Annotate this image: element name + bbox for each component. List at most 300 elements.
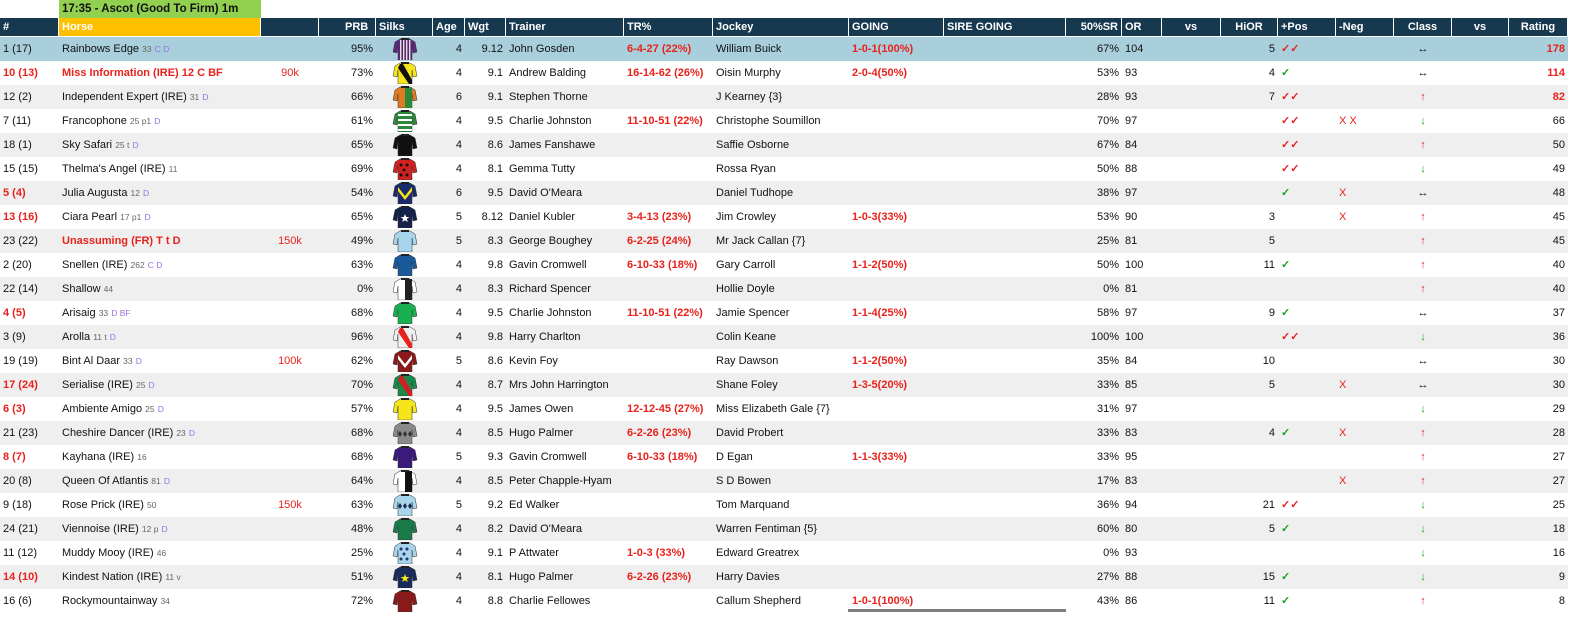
jockey-name[interactable]: Mr Jack Callan {7} <box>716 235 806 247</box>
sr50-value: 17% <box>1096 475 1119 487</box>
price-note <box>261 205 319 229</box>
horse-cell[interactable] <box>59 541 261 565</box>
hior-value <box>1221 325 1278 349</box>
jockey-name[interactable]: Edward Greatrex <box>716 547 800 559</box>
trainer-name[interactable]: James Owen <box>509 403 574 415</box>
col-num-header[interactable]: # <box>0 18 59 36</box>
prb-value: 57% <box>350 403 373 415</box>
horse-cell[interactable] <box>59 397 261 421</box>
trainer-name[interactable]: David O'Meara <box>509 523 583 535</box>
horse-cell[interactable] <box>59 205 261 229</box>
runner-number: 20 (8) <box>3 475 32 487</box>
or-value: 90 <box>1125 211 1138 223</box>
pos-ticks <box>1278 349 1336 373</box>
col-trpct-header[interactable]: TR% <box>624 18 713 36</box>
or-value: 93 <box>1125 547 1138 559</box>
class-up-arrow-icon: ↑ <box>1420 211 1426 223</box>
jockey-name[interactable]: Oisin Murphy <box>716 67 781 79</box>
sire-going <box>944 61 1066 85</box>
going-record <box>849 397 944 421</box>
price-note <box>261 589 319 613</box>
runner-row[interactable] <box>0 181 1568 205</box>
runner-number: 17 (24) <box>3 379 38 391</box>
or-value: 86 <box>1125 595 1138 607</box>
horse-superscript: 262 <box>130 260 145 270</box>
runner-number: 7 (11) <box>3 115 31 127</box>
hior-value: 15 <box>1262 571 1275 583</box>
col-rating-header[interactable]: Rating <box>1509 18 1568 36</box>
col-silks-header[interactable]: Silks <box>376 18 433 36</box>
trainer-name[interactable]: Stephen Thorne <box>509 91 588 103</box>
trainer-name[interactable]: Gavin Cromwell <box>509 451 587 463</box>
prb-value: 54% <box>350 187 373 199</box>
hior-value: 7 <box>1268 91 1275 103</box>
jockey-name[interactable]: S D Bowen <box>716 475 772 487</box>
vs2-value <box>1452 61 1509 85</box>
runner-row[interactable] <box>0 205 1568 229</box>
price-note <box>261 517 319 541</box>
trainer-name[interactable]: David O'Meara <box>509 187 583 199</box>
horse-tags: D <box>148 380 155 390</box>
trainer-name[interactable]: Gemma Tutty <box>509 163 576 175</box>
sire-going <box>944 253 1066 277</box>
horse-superscript: 11 t <box>93 332 107 342</box>
runner-row[interactable] <box>0 253 1568 277</box>
horse-name: Shallow <box>62 283 101 295</box>
or-value: 88 <box>1125 571 1138 583</box>
age-value: 4 <box>455 571 462 583</box>
horse-superscript: 34 <box>160 596 170 606</box>
col-going-header[interactable]: GOING <box>849 18 944 36</box>
age-value: 4 <box>455 283 462 295</box>
sr50-value: 67% <box>1096 139 1119 151</box>
rating-value: 18 <box>1552 523 1565 535</box>
trainer-pct <box>624 349 713 373</box>
col-horse-header[interactable]: Horse <box>59 18 261 36</box>
horse-cell[interactable] <box>59 133 261 157</box>
age-value: 4 <box>455 331 462 343</box>
trainer-pct <box>624 181 713 205</box>
price-note <box>261 565 319 589</box>
horse-cell[interactable] <box>59 37 261 61</box>
jockey-name[interactable]: Gary Carroll <box>716 259 776 271</box>
jockey-name[interactable]: Rossa Ryan <box>716 163 776 175</box>
price-note <box>261 157 319 181</box>
horse-cell[interactable] <box>59 181 261 205</box>
hior-value: 3 <box>1268 211 1275 223</box>
price-note <box>261 37 319 61</box>
prb-value: 69% <box>350 163 373 175</box>
jockey-name[interactable]: Christophe Soumillon <box>716 115 821 127</box>
weight-value: 8.3 <box>487 235 503 247</box>
prb-value: 68% <box>350 451 373 463</box>
neg-marks <box>1336 325 1394 349</box>
jockey-name[interactable]: Daniel Tudhope <box>716 187 794 199</box>
jockey-silks-icon <box>392 206 418 228</box>
going-record <box>849 565 944 589</box>
col-prb-header[interactable]: PRB <box>319 18 376 36</box>
weight-value: 9.5 <box>487 187 503 199</box>
runner-row[interactable] <box>0 397 1568 421</box>
going-record: 1-1-3(33%) <box>852 451 908 463</box>
vs1-value <box>1162 301 1221 325</box>
class-up-arrow-icon: ↑ <box>1420 595 1426 607</box>
horse-superscript: 31 <box>189 92 200 102</box>
price-note <box>261 109 319 133</box>
trainer-name[interactable]: Ed Walker <box>509 499 560 511</box>
weight-value: 9.8 <box>487 331 503 343</box>
runner-row[interactable] <box>0 61 1568 85</box>
trainer-pct <box>624 85 713 109</box>
prb-value: 65% <box>350 211 373 223</box>
header-row <box>0 18 1568 36</box>
silks-cell <box>376 109 433 133</box>
prb-value: 0% <box>357 283 373 295</box>
jockey-name[interactable]: Shane Foley <box>716 379 778 391</box>
col-sire-going-header[interactable]: SIRE GOING <box>944 18 1066 36</box>
rating-value: 40 <box>1552 259 1565 271</box>
jockey-name[interactable]: Ray Dawson <box>716 355 779 367</box>
silks-cell <box>376 325 433 349</box>
runner-number: 21 (23) <box>3 427 38 439</box>
vs2-value <box>1452 397 1509 421</box>
age-value: 4 <box>455 427 462 439</box>
neg-marks: X <box>1339 211 1347 223</box>
col-hior-header[interactable]: HiOR <box>1221 18 1278 36</box>
jockey-silks-icon <box>392 590 418 612</box>
trainer-name[interactable]: Hugo Palmer <box>509 427 574 439</box>
silks-cell <box>376 397 433 421</box>
prb-value: 70% <box>350 379 373 391</box>
class-up-arrow-icon: ↑ <box>1420 427 1426 439</box>
col-vs1-header[interactable]: vs <box>1162 18 1221 36</box>
going-record <box>849 421 944 445</box>
jockey-name[interactable]: Jim Crowley <box>716 211 776 223</box>
trainer-name[interactable]: John Gosden <box>509 43 575 55</box>
sire-going <box>944 277 1066 301</box>
col-jockey-header[interactable]: Jockey <box>713 18 849 36</box>
vs1-value <box>1162 37 1221 61</box>
runner-row[interactable] <box>0 109 1568 133</box>
weight-value: 8.6 <box>487 139 503 151</box>
trainer-name[interactable]: James Fanshawe <box>509 139 596 151</box>
rating-value: 40 <box>1552 283 1565 295</box>
prb-value: 61% <box>350 115 373 127</box>
weight-value: 8.5 <box>487 475 503 487</box>
col-neg-header[interactable]: -Neg <box>1336 18 1394 36</box>
horse-cell[interactable] <box>59 85 261 109</box>
horse-cell[interactable] <box>59 301 261 325</box>
prb-value: 96% <box>350 331 373 343</box>
vs2-value <box>1452 181 1509 205</box>
jockey-name[interactable]: Harry Davies <box>716 571 780 583</box>
runner-number: 15 (15) <box>3 163 38 175</box>
horse-name: Viennoise (IRE) <box>62 523 139 535</box>
age-value: 6 <box>455 187 462 199</box>
jockey-name[interactable]: Callum Shepherd <box>716 595 801 607</box>
price-note <box>261 301 319 325</box>
horse-cell[interactable] <box>59 589 261 613</box>
runner-row[interactable] <box>0 301 1568 325</box>
sr50-value: 58% <box>1096 307 1119 319</box>
runner-row[interactable] <box>0 325 1568 349</box>
going-record: 1-1-2(50%) <box>852 259 908 271</box>
runner-row[interactable] <box>0 229 1568 253</box>
jockey-name[interactable]: Saffie Osborne <box>716 139 790 151</box>
rating-value: 178 <box>1546 43 1565 55</box>
pos-ticks <box>1278 541 1336 565</box>
rating-value: 114 <box>1547 67 1565 79</box>
horse-tags: D <box>188 428 195 438</box>
prb-value: 49% <box>350 235 373 247</box>
jockey-name[interactable]: William Buick <box>716 43 782 55</box>
neg-marks <box>1336 229 1394 253</box>
prb-value: 66% <box>350 91 373 103</box>
vs2-value <box>1452 133 1509 157</box>
pos-ticks: ✓✓ <box>1281 331 1300 343</box>
sire-going <box>944 229 1066 253</box>
class-same-arrow-icon: ↔ <box>1417 43 1429 55</box>
vs2-value <box>1452 373 1509 397</box>
runner-row[interactable] <box>0 589 1568 613</box>
runner-number: 5 (4) <box>3 187 26 199</box>
runner-row[interactable] <box>0 37 1568 61</box>
rating-value: 27 <box>1552 475 1565 487</box>
horse-cell[interactable] <box>59 253 261 277</box>
runner-row[interactable] <box>0 421 1568 445</box>
pos-ticks: ✓✓ <box>1281 91 1300 103</box>
runner-row[interactable] <box>0 469 1568 493</box>
vs1-value <box>1162 109 1221 133</box>
going-record: 1-0-1(100%) <box>852 595 914 607</box>
age-value: 4 <box>455 403 462 415</box>
col-pos-header[interactable]: +Pos <box>1278 18 1336 36</box>
horse-cell[interactable] <box>59 277 261 301</box>
runner-number: 1 (17) <box>3 43 32 55</box>
runner-row[interactable] <box>0 445 1568 469</box>
runner-row[interactable] <box>0 157 1568 181</box>
vs2-value <box>1452 205 1509 229</box>
trainer-name[interactable]: Kevin Foy <box>509 355 558 367</box>
age-value: 5 <box>455 211 462 223</box>
jockey-name[interactable]: David Probert <box>716 427 784 439</box>
trainer-name[interactable]: Harry Charlton <box>509 331 581 343</box>
horse-name: Ciara Pearl <box>62 211 118 223</box>
horse-name: Unassuming (FR) <box>62 235 154 247</box>
jockey-name[interactable]: Miss Elizabeth Gale {7} <box>716 403 830 415</box>
sr50-value: 53% <box>1096 211 1119 223</box>
age-value: 4 <box>455 379 462 391</box>
age-value: 4 <box>455 163 462 175</box>
horse-cell[interactable] <box>59 421 261 445</box>
vs2-value <box>1452 469 1509 493</box>
vs1-value <box>1162 181 1221 205</box>
neg-marks <box>1336 541 1394 565</box>
sire-going <box>944 445 1066 469</box>
jockey-name[interactable]: Tom Marquand <box>716 499 790 511</box>
sr50-value: 38% <box>1096 187 1119 199</box>
horse-superscript: 33 <box>142 44 152 54</box>
vs1-value <box>1162 61 1221 85</box>
prb-value: 62% <box>350 355 373 367</box>
runner-row[interactable] <box>0 565 1568 589</box>
age-value: 4 <box>455 67 462 79</box>
price-note: 90k <box>281 67 299 79</box>
class-same-arrow-icon: ↔ <box>1417 307 1429 319</box>
hior-value <box>1221 157 1278 181</box>
sr50-value: 36% <box>1096 499 1119 511</box>
age-value: 4 <box>455 259 462 271</box>
class-down-arrow-icon: ↓ <box>1420 523 1426 535</box>
going-record: 2-0-4(50%) <box>852 67 908 79</box>
runner-number: 11 (12) <box>3 547 38 559</box>
sire-going <box>944 325 1066 349</box>
horse-cell[interactable] <box>59 157 261 181</box>
horse-cell[interactable] <box>59 349 261 373</box>
prb-value: 25% <box>350 547 373 559</box>
pos-ticks: ✓ <box>1281 427 1291 439</box>
col-vs2-header[interactable]: vs <box>1452 18 1509 36</box>
col-wgt-header[interactable]: Wgt <box>465 18 506 36</box>
trainer-name[interactable]: George Boughey <box>509 235 593 247</box>
trainer-name[interactable]: P Attwater <box>509 547 559 559</box>
jockey-name[interactable]: Hollie Doyle <box>716 283 775 295</box>
hior-value: 5 <box>1268 523 1275 535</box>
race-title-row <box>0 0 1568 18</box>
col-sr50-header[interactable]: 50%SR <box>1066 18 1122 36</box>
jockey-silks-icon <box>392 446 418 468</box>
going-record <box>849 85 944 109</box>
jockey-name[interactable]: Warren Fentiman {5} <box>716 523 818 535</box>
class-down-arrow-icon: ↓ <box>1420 403 1426 415</box>
age-value: 4 <box>455 595 462 607</box>
trainer-name[interactable]: Mrs John Harrington <box>509 379 609 391</box>
age-value: 6 <box>455 91 462 103</box>
sire-going <box>944 109 1066 133</box>
runner-number: 16 (6) <box>3 595 32 607</box>
going-record <box>849 325 944 349</box>
sr50-value: 50% <box>1096 259 1119 271</box>
jockey-name[interactable]: D Egan <box>716 451 753 463</box>
sr50-value: 0% <box>1103 283 1119 295</box>
runner-row[interactable] <box>0 493 1568 517</box>
vs2-value <box>1452 565 1509 589</box>
horse-cell[interactable] <box>59 469 261 493</box>
horse-cell[interactable] <box>59 493 261 517</box>
sire-going <box>944 565 1066 589</box>
runner-row[interactable] <box>0 277 1568 301</box>
runner-number: 22 (14) <box>3 283 38 295</box>
runner-row[interactable] <box>0 541 1568 565</box>
class-up-arrow-icon: ↑ <box>1420 235 1426 247</box>
col-side-header <box>261 18 319 36</box>
weight-value: 9.1 <box>487 67 503 79</box>
col-class-header[interactable]: Class <box>1394 18 1452 36</box>
sire-going <box>944 301 1066 325</box>
trainer-name[interactable]: Charlie Johnston <box>509 115 592 127</box>
or-value: 83 <box>1125 475 1138 487</box>
col-or-header[interactable]: OR <box>1122 18 1162 36</box>
rating-value: 45 <box>1552 235 1565 247</box>
pos-ticks: ✓ <box>1281 571 1291 583</box>
price-note: 150k <box>278 235 302 247</box>
rating-value: 36 <box>1552 331 1565 343</box>
col-trainer-header[interactable]: Trainer <box>506 18 624 36</box>
weight-value: 9.5 <box>487 403 503 415</box>
runner-row[interactable] <box>0 349 1568 373</box>
trainer-name[interactable]: Andrew Balding <box>509 67 587 79</box>
jockey-name[interactable]: J Kearney {3} <box>716 91 783 103</box>
col-age-header[interactable]: Age <box>433 18 465 36</box>
horse-cell[interactable] <box>59 517 261 541</box>
sire-going <box>944 517 1066 541</box>
class-down-arrow-icon: ↓ <box>1420 115 1426 127</box>
jockey-silks-icon <box>392 254 418 276</box>
class-down-arrow-icon: ↓ <box>1420 499 1426 511</box>
horse-cell[interactable] <box>59 61 261 85</box>
hior-value: 5 <box>1268 235 1275 247</box>
trainer-pct: 12-12-45 (27%) <box>627 403 704 415</box>
horse-superscript: T t D <box>156 235 181 247</box>
horse-cell[interactable] <box>59 445 261 469</box>
trainer-name[interactable]: Charlie Johnston <box>509 307 592 319</box>
neg-marks <box>1336 445 1394 469</box>
prb-value: 72% <box>350 595 373 607</box>
horse-cell[interactable] <box>59 373 261 397</box>
trainer-name[interactable]: Daniel Kubler <box>509 211 576 223</box>
runner-row[interactable] <box>0 133 1568 157</box>
jockey-silks-icon <box>392 398 418 420</box>
horse-cell[interactable] <box>59 229 261 253</box>
race-title: 17:35 - Ascot (Good To Firm) 1m <box>59 0 261 18</box>
vs1-value <box>1162 541 1221 565</box>
jockey-name[interactable]: Colin Keane <box>716 331 776 343</box>
trainer-name[interactable]: Charlie Fellowes <box>509 595 591 607</box>
jockey-silks-icon <box>392 134 418 156</box>
sr50-value: 70% <box>1096 115 1119 127</box>
weight-value: 9.8 <box>487 259 503 271</box>
sire-going <box>944 133 1066 157</box>
age-value: 4 <box>455 307 462 319</box>
pos-ticks: ✓✓ <box>1281 163 1300 175</box>
or-value: 104 <box>1125 43 1144 55</box>
trainer-name[interactable]: Gavin Cromwell <box>509 259 587 271</box>
trainer-name[interactable]: Hugo Palmer <box>509 571 574 583</box>
runner-row[interactable] <box>0 85 1568 109</box>
silks-cell <box>376 181 433 205</box>
trainer-name[interactable]: Peter Chapple-Hyam <box>509 475 612 487</box>
runner-row[interactable] <box>0 373 1568 397</box>
rating-value: 50 <box>1552 139 1565 151</box>
jockey-silks-icon <box>392 158 418 180</box>
prb-value: 63% <box>350 499 373 511</box>
runner-number: 4 (5) <box>3 307 26 319</box>
trainer-name[interactable]: Richard Spencer <box>509 283 591 295</box>
price-note: 100k <box>278 355 302 367</box>
rating-value: 48 <box>1552 187 1565 199</box>
horse-cell[interactable] <box>59 109 261 133</box>
prb-value: 48% <box>350 523 373 535</box>
prb-value: 63% <box>350 259 373 271</box>
runner-row[interactable] <box>0 517 1568 541</box>
horse-cell[interactable] <box>59 325 261 349</box>
weight-value: 8.6 <box>487 355 503 367</box>
vs1-value <box>1162 493 1221 517</box>
jockey-name[interactable]: Jamie Spencer <box>716 307 790 319</box>
horse-cell[interactable] <box>59 565 261 589</box>
sr50-value: 60% <box>1096 523 1119 535</box>
horse-name: Snellen (IRE) <box>62 259 128 271</box>
